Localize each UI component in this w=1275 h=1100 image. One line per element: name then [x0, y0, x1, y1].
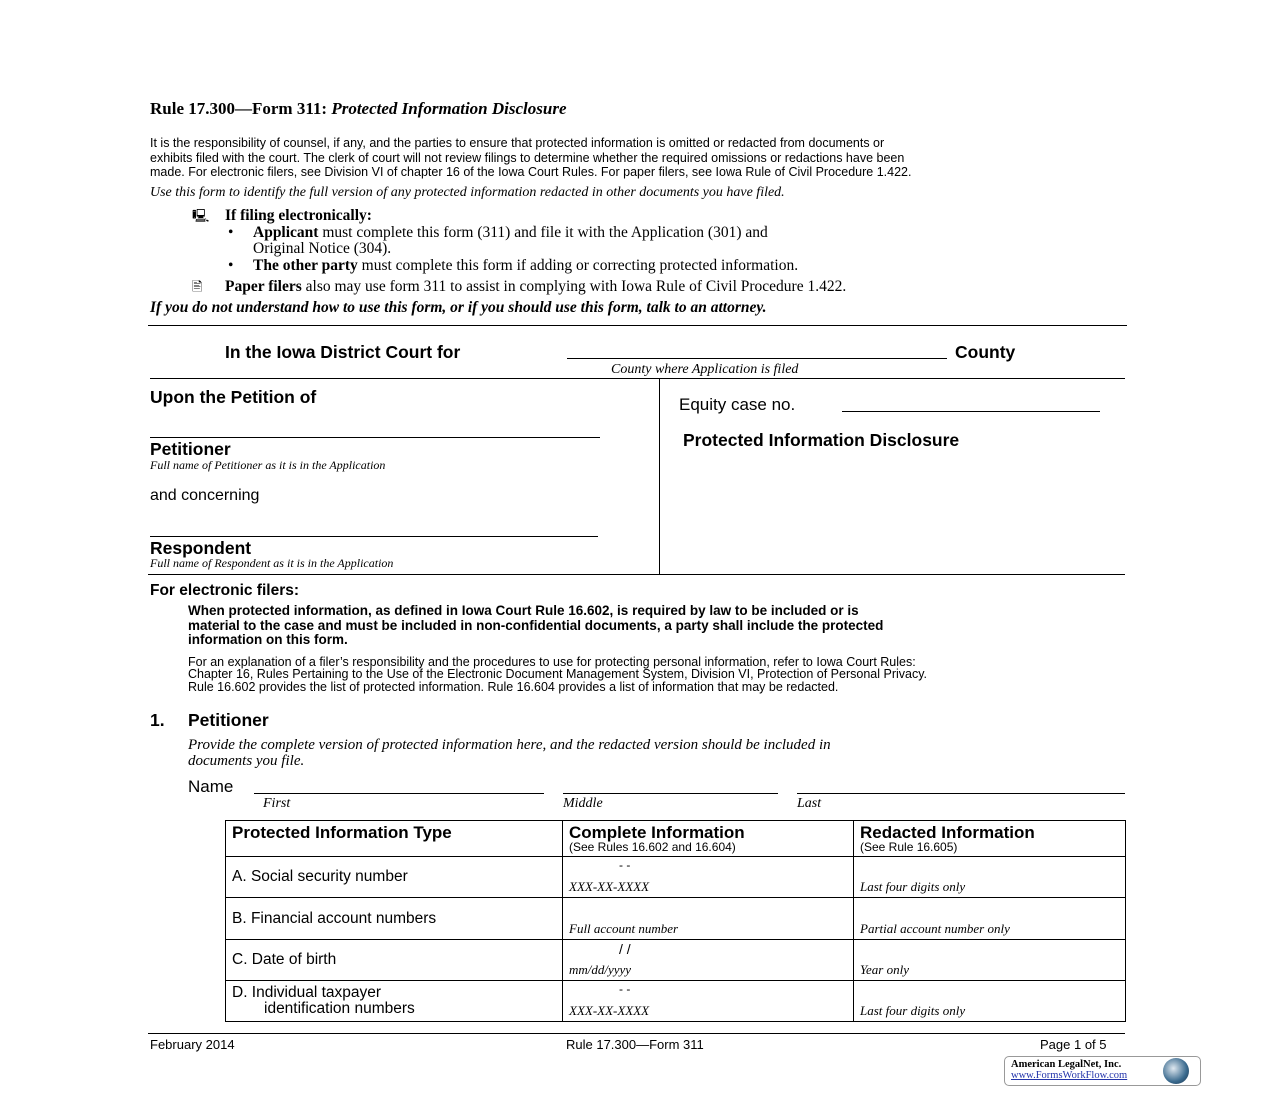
middle-name-input[interactable]: [563, 793, 778, 794]
footer-date: February 2014: [150, 1037, 235, 1052]
paper-filers: [225, 278, 846, 296]
separator: / /: [619, 941, 631, 957]
info-type-line: identification numbers: [264, 1000, 415, 1017]
info-type: C. Date of birth: [226, 940, 563, 981]
globe-icon: [1163, 1058, 1189, 1084]
bullet-applicant-cont: Original Notice (304).: [253, 240, 392, 257]
format-hint: XXX-XX-XXXX: [569, 879, 650, 894]
format-hint: Partial account number only: [860, 921, 1010, 936]
section-instruction: Provide the complete version of protected information here, and the redacted version should be included in: [188, 737, 831, 753]
petitioner-hint: Full name of Petitioner as it is in the Application: [150, 458, 386, 472]
americanlegalnet-logo[interactable]: [1004, 1056, 1201, 1086]
form-heading: Protected Information Disclosure: [683, 430, 960, 450]
header-title: Protected Information Type: [232, 823, 452, 842]
logo-url[interactable]: www.FormsWorkFlow.com: [1011, 1070, 1128, 1081]
electronic-filers-heading: For electronic filers:: [150, 582, 300, 599]
first-hint: First: [263, 796, 291, 811]
last-name-input[interactable]: [797, 793, 1125, 794]
format-hint: Full account number: [569, 921, 679, 936]
bullet-text: must complete this form (311) and file it with the Application (301) and: [318, 224, 768, 241]
paper-text: also may use form 311 to assist in complying with Iowa Rule of Civil Procedure 1.422.: [301, 278, 847, 295]
table-row: [226, 857, 1126, 898]
separator: - -: [619, 858, 631, 872]
info-type: A. Social security number: [226, 857, 563, 898]
upon-petition-label: Upon the Petition of: [150, 387, 317, 407]
use-instruction: Use this form to identify the full version of any protected information redacted in other documents you have filed.: [150, 185, 785, 200]
complete-info-input[interactable]: [563, 898, 854, 940]
complete-info-input[interactable]: [563, 981, 854, 1022]
respondent-hint: Full name of Respondent as it is in the Application: [150, 556, 394, 570]
header-sub: (See Rules 16.602 and 16.604): [569, 840, 736, 854]
table-header-row: [226, 821, 1126, 857]
redacted-info-input[interactable]: [854, 857, 1126, 898]
format-hint: Last four digits only: [860, 879, 966, 894]
county-label: County: [955, 342, 1016, 362]
and-concerning-label: and concerning: [150, 487, 260, 504]
last-hint: Last: [797, 796, 822, 811]
county-hint: County where Application is filed: [611, 362, 799, 377]
paper-bold: Paper filers: [225, 278, 302, 295]
info-type: B. Financial account numbers: [226, 898, 563, 940]
intro-line: It is the responsibility of counsel, if any, and the parties to ensure that protected information is omitted or redacted from documents or: [150, 136, 885, 150]
column-header: [854, 821, 1126, 857]
electronic-line: Rule 16.602 provides the list of protected information. Rule 16.604 provides a list of information that may be redacted.: [188, 680, 839, 694]
bullet-bold: Applicant: [253, 224, 319, 241]
info-type-line: D. Individual taxpayer: [232, 984, 382, 1001]
header-title: Redacted Information: [860, 823, 1035, 842]
bullet-other-party: [253, 257, 798, 275]
form-title: [150, 99, 567, 119]
electronic-line: Chapter 16, Rules Pertaining to the Use of the Electronic Document Management System, Division VI, Protection of Personal Privacy.: [188, 667, 928, 681]
bullet-bold: The other party: [253, 257, 358, 274]
divider: [659, 378, 660, 574]
county-input[interactable]: [567, 358, 947, 359]
respondent-label: Respondent: [150, 538, 252, 558]
separator: - -: [619, 982, 631, 996]
name-label: Name: [188, 777, 234, 796]
equity-case-label: Equity case no.: [679, 395, 796, 414]
table-row: [226, 940, 1126, 981]
section-title: Petitioner: [188, 710, 269, 730]
info-type: [226, 981, 563, 1022]
petitioner-label: Petitioner: [150, 439, 231, 459]
first-name-input[interactable]: [254, 793, 544, 794]
logo-name: American LegalNet, Inc.: [1011, 1059, 1122, 1070]
intro-line: made. For electronic filers, see Division VI of chapter 16 of the Iowa Court Rules. For paper filers, see Iowa Rule of Civil Procedure 1.422.: [150, 165, 912, 179]
middle-hint: Middle: [563, 796, 603, 811]
header-sub: (See Rule 16.605): [860, 840, 958, 854]
electronic-line: For an explanation of a filer’s responsibility and the procedures to use for protecting personal information, refer to Iowa Court Rules:: [188, 655, 916, 669]
electronic-bold-line: When protected information, as defined in Iowa Court Rule 16.602, is required by law to be included or is: [188, 603, 859, 618]
protected-info-table: [225, 820, 1126, 1022]
divider: [148, 574, 1125, 575]
redacted-info-input[interactable]: [854, 981, 1126, 1022]
format-hint: Last four digits only: [860, 1003, 966, 1018]
document-icon: 🖹: [192, 279, 203, 294]
equity-case-input[interactable]: [842, 411, 1100, 412]
section-number: 1.: [150, 710, 165, 730]
footer-form: Rule 17.300—Form 311: [566, 1037, 704, 1052]
format-hint: Year only: [860, 962, 909, 977]
petitioner-name-input[interactable]: [150, 437, 600, 438]
format-hint: XXX-XX-XXXX: [569, 1003, 650, 1018]
column-header: [563, 821, 854, 857]
divider: [150, 378, 1125, 379]
electronic-bold-line: material to the case and must be included in non-confidential documents, a party shall include the protected: [188, 618, 884, 633]
divider: [148, 1033, 1125, 1034]
intro-line: exhibits filed with the court. The clerk of court will not review filings to determine whether the required omissions or redactions have been: [150, 151, 905, 165]
electronic-heading: If filing electronically:: [225, 207, 372, 224]
redacted-info-input[interactable]: [854, 898, 1126, 940]
computer-icon: 🖳: [192, 208, 210, 223]
footer-page: Page 1 of 5: [1040, 1037, 1107, 1052]
header-title: Complete Information: [569, 823, 745, 842]
complete-info-input[interactable]: [563, 857, 854, 898]
section-instruction: documents you file.: [188, 753, 305, 769]
title-rule: Rule 17.300—Form 311:: [150, 99, 332, 118]
table-row: [226, 981, 1126, 1022]
bullet-icon: •: [228, 257, 234, 274]
bullet-text: must complete this form if adding or correcting protected information.: [357, 257, 799, 274]
electronic-bold-line: information on this form.: [188, 632, 348, 647]
respondent-name-input[interactable]: [150, 536, 598, 537]
title-name: Protected Information Disclosure: [331, 99, 567, 118]
court-label: In the Iowa District Court for: [225, 342, 461, 362]
attorney-warning: If you do not understand how to use this form, or if you should use this form, talk to an attorney.: [150, 299, 767, 316]
table-row: [226, 898, 1126, 940]
bullet-icon: •: [228, 224, 234, 241]
divider: [148, 325, 1127, 326]
redacted-info-input[interactable]: [854, 940, 1126, 981]
column-header: [226, 821, 563, 857]
format-hint: mm/dd/yyyy: [569, 962, 632, 977]
complete-info-input[interactable]: [563, 940, 854, 981]
